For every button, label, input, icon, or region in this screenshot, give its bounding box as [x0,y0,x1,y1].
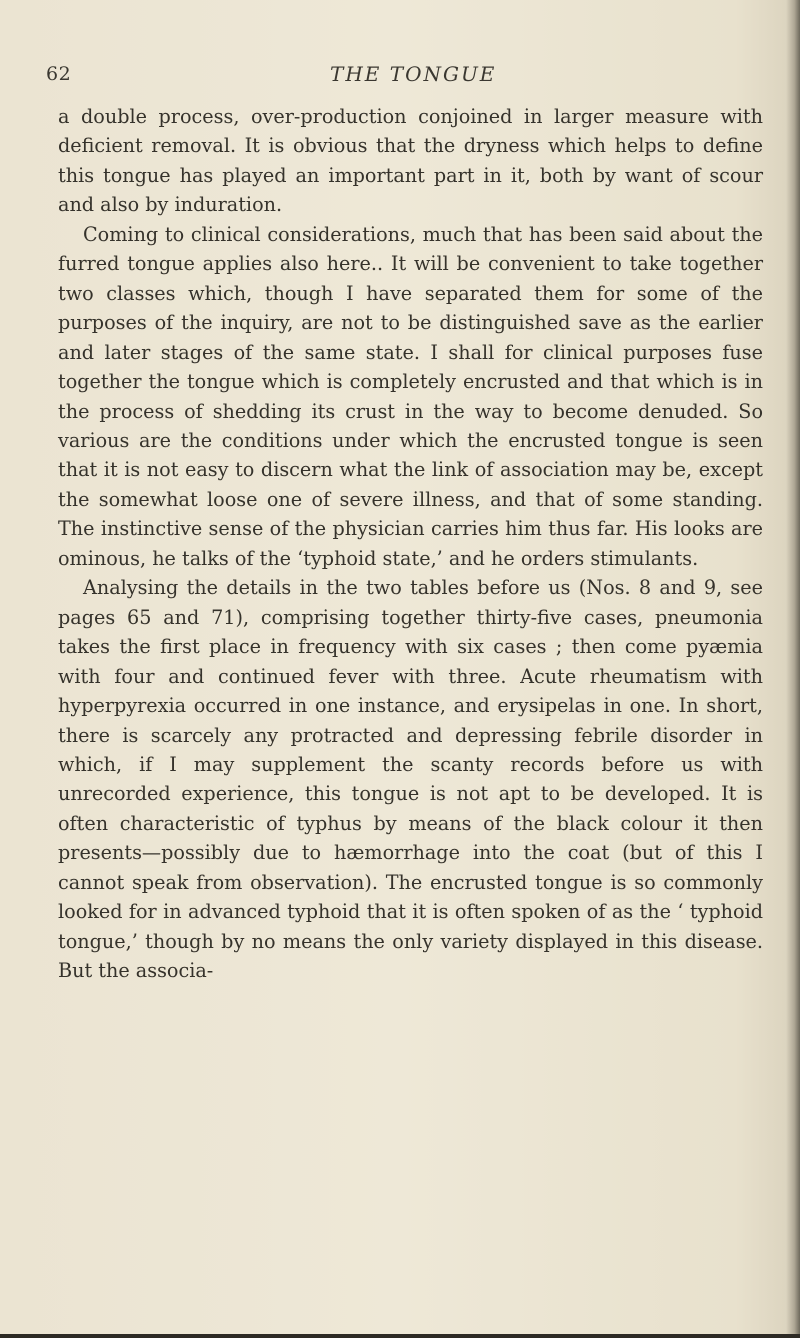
body-text [58,102,763,986]
paragraph-3: Analysing the details in the two tables before us (Nos. 8 and 9, see pages 65 and 71), comprising together thirty-five cases, pneumonia takes the first place in frequency with six cases ; then come pyæmia with four and continued fever with three. Acute rheumatism with hyperpyrexia occurred in one instance, and erysipelas in one. In short, there is scarcely any protracted and depressing febrile disorder in which, if I may supplement the scanty records before us with unrecorded experience, this tongue is not apt to be developed. It is often characteristic of typhus by means of the black colour it then presents—possibly due to hæmorrhage into the coat (but of this I cannot speak from observation). The encrusted tongue is so commonly looked for in advanced typhoid that it is often spoken of as the ‘ typhoid tongue,’ though by no means the only variety displayed in this disease. But the associa- [58,576,763,983]
paragraph-2: Coming to clinical considerations, much that has been said about the furred tongue applies also here.. It will be convenient to take together two classes which, though I have separated them for some of the purposes of the inquiry, are not to be distinguished save as the earlier and later stages of the same state. I shall for clinical purposes fuse together the tongue which is completely encrusted and that which is in the process of shedding its crust in the way to become denuded. So various are the conditions under which the encrusted tongue is seen that it is not easy to discern what the link of association may be, except the somewhat loose one of severe illness, and that of some standing. The instinctive sense of the physician carries him thus far. His looks are ominous, he talks of the ‘typhoid state,’ and he orders stimulants. [58,222,763,570]
paragraph-1: a double process, over-production conjoined in larger measure with deficient removal. It is obvious that the dryness which helps to define this tongue has played an important part in it, both by want of scour and also by induration. [58,105,763,217]
page-edge-shadow [786,0,800,1338]
bottom-edge-line [0,1334,800,1338]
running-title: THE TONGUE [330,62,497,86]
page-number: 62 [46,63,72,85]
